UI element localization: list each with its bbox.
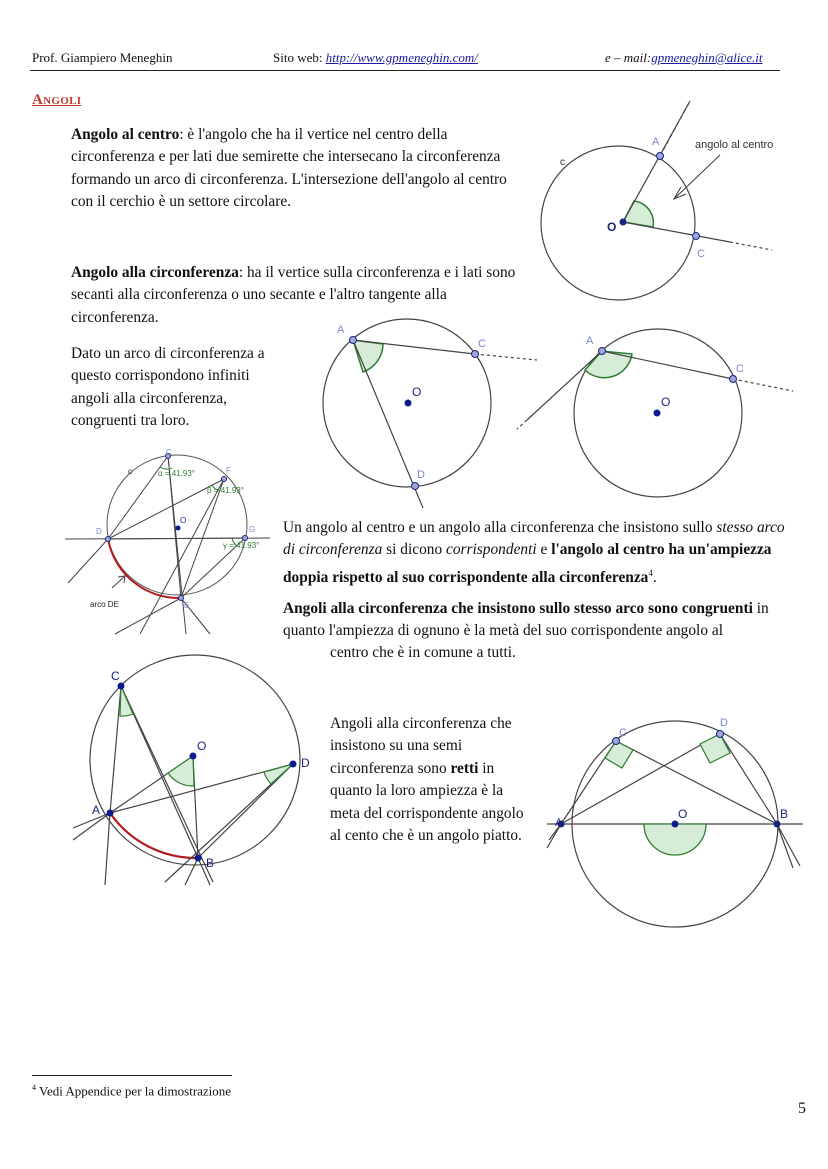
fig4-label-f: F xyxy=(226,466,231,475)
header-site xyxy=(273,50,478,66)
fig6-label-c: C xyxy=(619,727,627,739)
fig1-label-circle: c xyxy=(560,157,565,168)
fig1-callout: angolo al centro xyxy=(695,139,774,151)
site-label: Sito web: xyxy=(273,50,326,65)
fig1-label-o: O xyxy=(607,220,617,234)
term-inscribed-angle: Angolo alla circonferenza xyxy=(71,264,239,281)
figure-central-angle xyxy=(540,95,800,305)
header-mail xyxy=(605,50,762,66)
term-central-angle: Angolo al centro xyxy=(71,126,180,143)
paragraph-infinite-angles: Dato un arco di circonferenza a questo corrispondono infiniti angoli alla circonferenza, congruenti tra loro. xyxy=(71,345,265,430)
fig6-label-d: D xyxy=(720,717,728,729)
mail-link[interactable]: gpmeneghin@alice.it xyxy=(651,50,763,65)
fig4-label-o: O xyxy=(180,516,187,525)
fig6-label-a: A xyxy=(555,817,563,829)
fig4-gamma: γ = 41.93° xyxy=(223,541,260,550)
figure-inscribed-tangent xyxy=(515,330,805,505)
p4-d: corrispondenti xyxy=(446,541,537,559)
footnote-text: Vedi Appendice per la dimostrazione xyxy=(36,1083,232,1099)
header-divider xyxy=(30,70,780,71)
fig4-label-c: C xyxy=(166,448,172,457)
header-author: Prof. Giampiero Meneghin xyxy=(32,50,173,65)
fig4-beta: β = 41.93° xyxy=(207,486,244,495)
fig4-label-g: G xyxy=(249,525,256,534)
fig2-label-d: D xyxy=(417,469,425,481)
p4-g: . xyxy=(652,568,657,586)
figure-central-vs-inscribed xyxy=(65,650,325,890)
p4-b: stesso arco di circonferenza xyxy=(283,519,785,559)
p4-f: l'angolo al centro ha un'ampiezza doppia rispetto al suo corrispondente alla circonferenza xyxy=(283,541,772,586)
figure-congruent-angles xyxy=(60,448,280,638)
fig2-label-a: A xyxy=(337,324,345,336)
p6-c: in quanto la loro ampiezza è la meta del corrispondente angolo al cento che è un angolo piatto. xyxy=(330,759,524,845)
p5-text: in quanto l'ampiezza di ognuno è la metà del suo corrispondente angolo al xyxy=(283,600,769,640)
p6-a: Angoli alla circonferenza che insistono su una semi circonferenza sono xyxy=(330,715,512,777)
footnote-divider xyxy=(32,1075,232,1076)
fig5-label-b: B xyxy=(206,856,215,870)
fig2-label-o: O xyxy=(412,385,422,399)
fig5-label-a: A xyxy=(92,803,101,817)
p5-bold: Angoli alla circonferenza che insistono sullo stesso arco sono congruenti xyxy=(283,600,753,617)
central-angle-text: : è l'angolo che ha il vertice nel centro della circonferenza e per lati due semirette che intersecano la circonferenza formando un arco di circonferenza. L'intersezione dell'angolo al centro con il cerchio è un settore circolare. xyxy=(71,126,507,211)
paragraph-same-arc-indent: centro che è in comune a tutti. xyxy=(330,644,516,661)
fig1-label-a: A xyxy=(652,136,660,148)
fig5-label-c: C xyxy=(111,669,120,683)
inscribed-angle-text: : ha il vertice sulla circonferenza e i lati sono secanti alla circonferenza o uno secante e l'altro tangente alla circonferenza. xyxy=(71,264,516,326)
figure-inscribed-secant xyxy=(315,318,545,518)
page-number: 5 xyxy=(798,1100,806,1117)
fig4-arc-label: arco DE xyxy=(90,600,119,609)
fig5-label-o: O xyxy=(197,739,207,753)
paragraph-same-arc xyxy=(283,598,798,643)
paragraph-central-angle xyxy=(71,124,511,214)
paragraph-semicircle xyxy=(330,713,525,847)
fig3-label-a: A xyxy=(586,335,594,347)
figure-semicircle xyxy=(545,710,805,930)
fig4-label-e: E xyxy=(184,601,190,610)
fig2-label-c: C xyxy=(478,338,486,350)
fig4-alpha: α = 41.93° xyxy=(158,469,195,478)
fig6-label-b: B xyxy=(780,807,789,821)
fig4-label-circle: c xyxy=(128,467,132,476)
fig4-label-d: D xyxy=(96,527,102,536)
footnote-ref[interactable]: 4 xyxy=(648,567,653,578)
footnote-number: 4 xyxy=(32,1083,36,1092)
p4-e: e xyxy=(536,541,552,559)
p6-b: retti xyxy=(450,759,479,777)
fig6-label-o: O xyxy=(678,807,688,821)
p4-c: si dicono xyxy=(382,541,447,559)
mail-label: e – mail: xyxy=(605,50,652,65)
section-title: Angoli xyxy=(32,92,82,108)
site-link[interactable]: http://www.gpmeneghin.com/ xyxy=(325,50,478,65)
fig5-label-d: D xyxy=(301,756,310,770)
p4-a: Un angolo al centro e un angolo alla circonferenza che insistono sullo xyxy=(283,519,717,536)
fig1-label-c: C xyxy=(697,248,705,260)
paragraph-corresponding xyxy=(283,517,798,589)
fig3-label-o: O xyxy=(661,395,671,409)
fig3-label-c: C xyxy=(736,363,744,375)
footnote xyxy=(32,1083,231,1099)
